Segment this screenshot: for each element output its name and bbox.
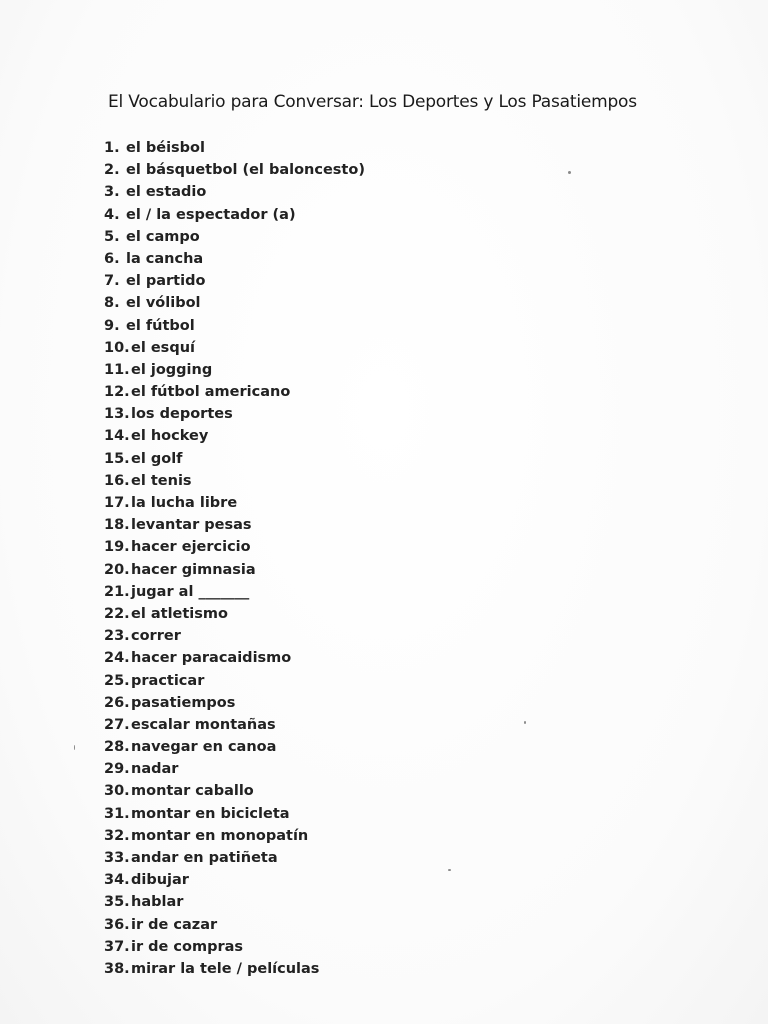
vocab-item	[104, 425, 365, 447]
item-number: 12.	[104, 384, 130, 401]
item-term: el fútbol	[126, 317, 195, 334]
item-number: 19.	[104, 539, 130, 556]
item-number: 25.	[104, 672, 130, 689]
vocab-item	[104, 847, 365, 869]
item-number: 31.	[104, 805, 130, 822]
vocab-item	[104, 381, 365, 403]
vocab-item	[104, 891, 365, 913]
item-term: el atletismo	[131, 605, 228, 622]
vocab-item	[104, 536, 365, 558]
item-term: el partido	[126, 273, 206, 290]
vocab-item	[104, 714, 365, 736]
item-number: 5.	[104, 228, 120, 245]
vocab-item	[104, 780, 365, 802]
item-number: 26.	[104, 694, 130, 711]
scan-speck	[448, 869, 451, 871]
item-number: 7.	[104, 273, 120, 290]
vocab-item	[104, 159, 365, 181]
item-number: 1.	[104, 140, 120, 156]
item-term: montar en bicicleta	[131, 805, 290, 822]
item-number: 4.	[104, 206, 120, 223]
item-term: correr	[131, 628, 181, 645]
item-number: 35.	[104, 894, 130, 911]
item-number: 29.	[104, 761, 130, 778]
item-term: mirar la tele / películas	[131, 960, 320, 977]
item-term: montar en monopatín	[131, 827, 309, 844]
scan-speck	[568, 171, 571, 174]
vocab-item	[104, 448, 365, 470]
vocab-item	[104, 470, 365, 492]
item-number: 28.	[104, 739, 130, 756]
item-number: 3.	[104, 184, 120, 201]
vocab-item	[104, 248, 365, 270]
item-term: andar en patiñeta	[131, 850, 278, 866]
vocab-item	[104, 581, 365, 603]
vocab-item	[104, 315, 365, 337]
item-term: navegar en canoa	[131, 739, 277, 756]
vocab-item	[104, 625, 365, 647]
vocab-item	[104, 559, 365, 581]
item-term: jugar al _______	[131, 583, 250, 600]
item-number: 17.	[104, 495, 130, 511]
item-number: 32.	[104, 827, 130, 844]
item-term: la lucha libre	[131, 495, 238, 511]
item-term: el campo	[126, 228, 200, 245]
item-number: 14.	[104, 428, 130, 445]
item-term: ir de compras	[131, 938, 244, 955]
item-term: el vólibol	[126, 295, 201, 312]
item-number: 33.	[104, 850, 130, 866]
item-term: la cancha	[126, 250, 204, 267]
item-term: ir de cazar	[131, 916, 218, 933]
item-number: 27.	[104, 716, 130, 733]
item-term: el tenis	[131, 472, 192, 489]
vocab-item	[104, 958, 365, 980]
item-number: 6.	[104, 250, 120, 267]
vocab-item	[104, 137, 365, 159]
item-term: montar caballo	[131, 783, 254, 800]
vocab-item	[104, 292, 365, 314]
item-term: el fútbol americano	[131, 384, 291, 401]
vocab-item	[104, 914, 365, 936]
vocab-item	[104, 758, 365, 780]
vocab-item	[104, 226, 365, 248]
item-number: 13.	[104, 406, 130, 423]
item-number: 2.	[104, 162, 120, 179]
page-title: El Vocabulario para Conversar: Los Deportes y Los Pasatiempos	[108, 92, 637, 112]
item-number: 22.	[104, 605, 130, 622]
vocab-item	[104, 803, 365, 825]
item-term: el jogging	[131, 361, 213, 378]
item-term: practicar	[131, 672, 205, 689]
vocab-item	[104, 736, 365, 758]
vocab-item	[104, 514, 365, 536]
item-number: 23.	[104, 628, 130, 645]
item-term: los deportes	[131, 406, 233, 423]
vocab-item	[104, 337, 365, 359]
vocab-item	[104, 603, 365, 625]
item-term: el béisbol	[126, 140, 205, 156]
item-number: 38.	[104, 960, 130, 977]
item-term: nadar	[131, 761, 179, 778]
vocab-item	[104, 403, 365, 425]
item-number: 24.	[104, 650, 130, 667]
item-number: 10.	[104, 339, 130, 356]
item-term: el esquí	[131, 339, 195, 356]
item-term: pasatiempos	[131, 694, 236, 711]
item-term: dibujar	[131, 872, 189, 889]
item-number: 9.	[104, 317, 120, 334]
vocab-item	[104, 270, 365, 292]
vocab-item	[104, 692, 365, 714]
item-number: 16.	[104, 472, 130, 489]
item-number: 34.	[104, 872, 130, 889]
vocab-item	[104, 204, 365, 226]
vocab-item	[104, 647, 365, 669]
item-term: el hockey	[131, 428, 209, 445]
item-term: el golf	[131, 450, 183, 467]
item-term: el básquetbol (el baloncesto)	[126, 162, 365, 179]
item-term: el estadio	[126, 184, 207, 201]
item-term: levantar pesas	[131, 517, 252, 534]
item-term: hacer paracaidismo	[131, 650, 292, 667]
vocab-item	[104, 492, 365, 514]
item-term: hablar	[131, 894, 184, 911]
item-number: 18.	[104, 517, 130, 534]
item-number: 11.	[104, 361, 130, 378]
item-term: escalar montañas	[131, 716, 276, 733]
vocab-item	[104, 181, 365, 203]
item-number: 15.	[104, 450, 130, 467]
vocab-item	[104, 936, 365, 958]
scan-speck	[524, 721, 526, 724]
item-number: 37.	[104, 938, 130, 955]
vocabulary-list	[104, 137, 365, 980]
item-number: 20.	[104, 561, 130, 578]
item-term: hacer ejercicio	[131, 539, 251, 556]
vocab-item	[104, 869, 365, 891]
item-number: 8.	[104, 295, 120, 312]
item-number: 21.	[104, 583, 130, 600]
vocab-item	[104, 670, 365, 692]
vocab-item	[104, 359, 365, 381]
item-term: hacer gimnasia	[131, 561, 256, 578]
item-number: 36.	[104, 916, 130, 933]
scan-speck	[74, 745, 75, 750]
item-number: 30.	[104, 783, 130, 800]
vocab-item	[104, 825, 365, 847]
item-term: el / la espectador (a)	[126, 206, 296, 223]
